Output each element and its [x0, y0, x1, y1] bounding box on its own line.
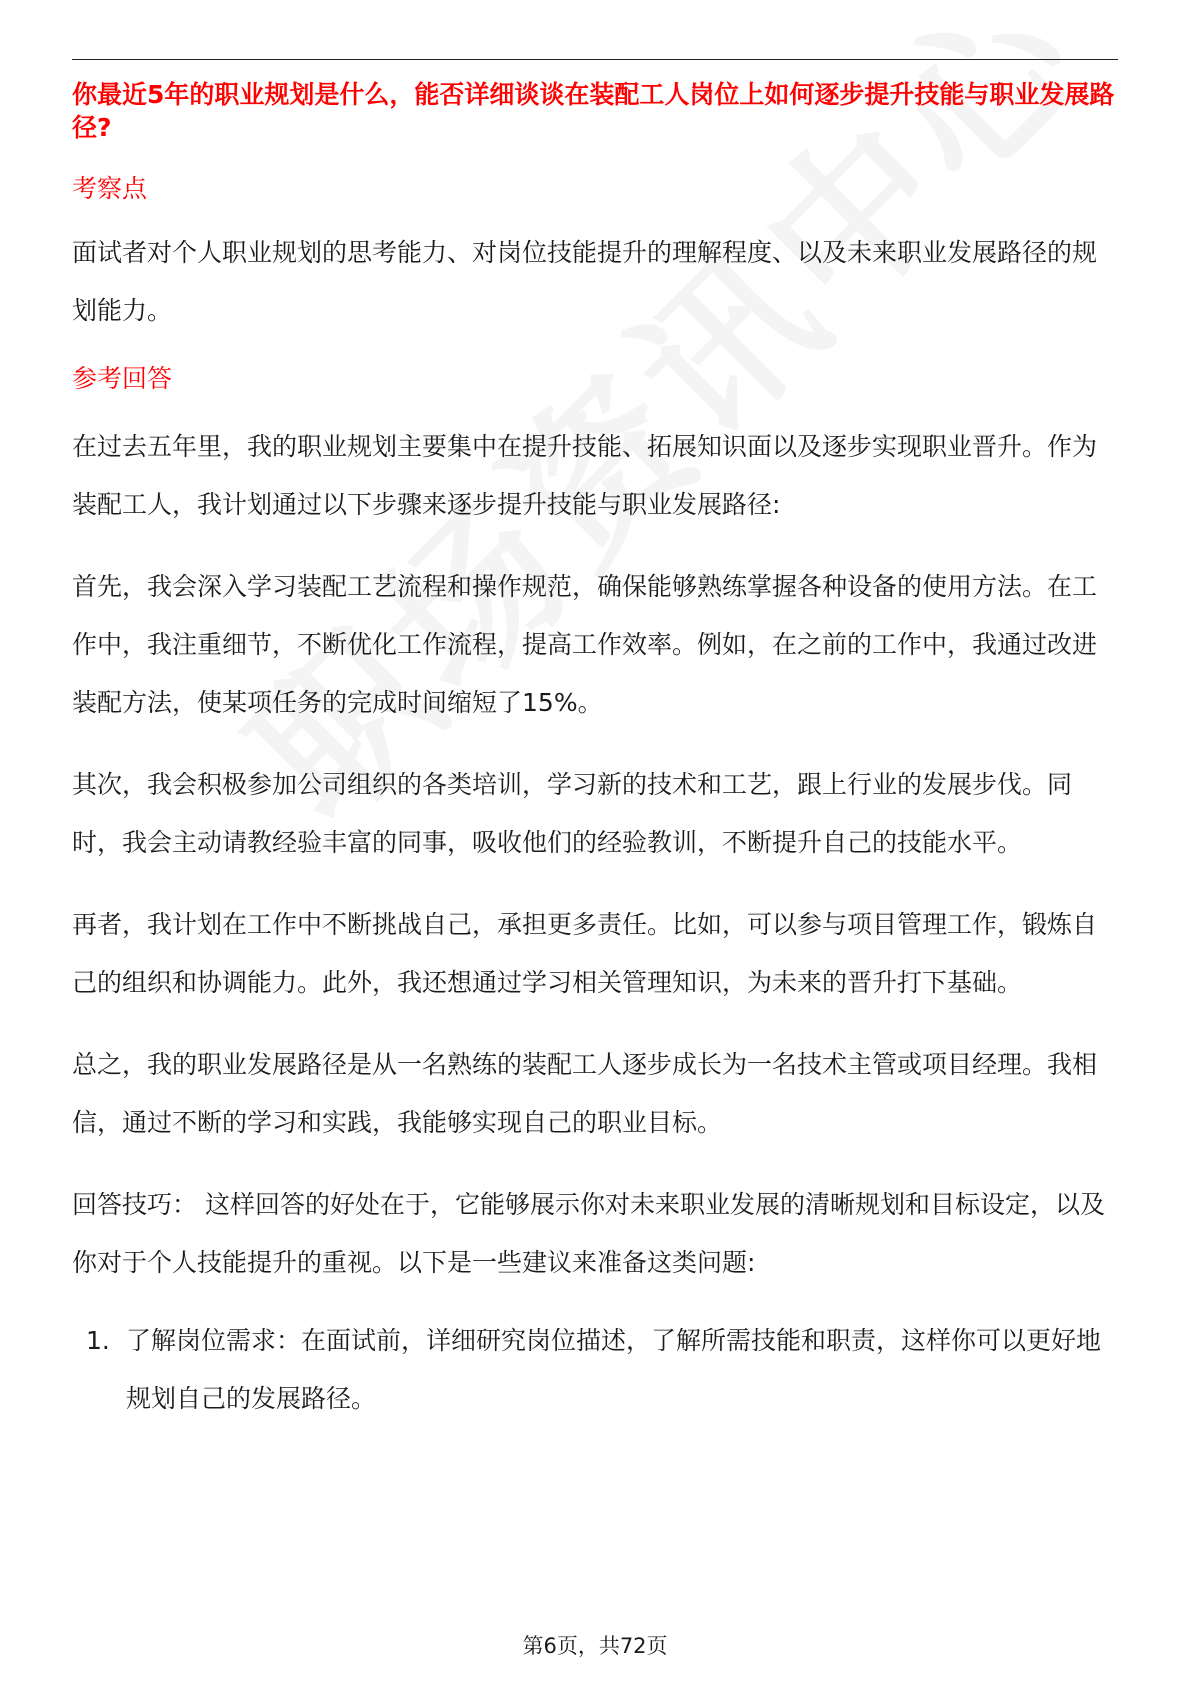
answer-paragraph-5: 总之，我的职业发展路径是从一名熟练的装配工人逐步成长为一名技术主管或项目经理。我相信，通过不断的学习和实践，我能够实现自己的职业目标。: [72, 1050, 1098, 1137]
question-heading: 你最近5年的职业规划是什么，能否详细谈谈在装配工人岗位上如何逐步提升技能与职业发展路径?: [72, 80, 1115, 142]
assessment-text: 面试者对个人职业规划的思考能力、对岗位技能提升的理解程度、以及未来职业发展路径的规划能力。: [72, 238, 1098, 325]
list-item-number: 1.: [86, 1326, 110, 1355]
answer-paragraph-4: 再者，我计划在工作中不断挑战自己，承担更多责任。比如，可以参与项目管理工作，锻炼自己的组织和协调能力。此外，我还想通过学习相关管理知识，为未来的晋升打下基础。: [72, 910, 1098, 997]
page-number: 第6页，共72页: [522, 1634, 668, 1658]
assessment-title: 考察点: [72, 174, 148, 203]
answer-paragraph-3: 其次，我会积极参加公司组织的各类培训，学习新的技术和工艺，跟上行业的发展步伐。同时，我会主动请教经验丰富的同事，吸收他们的经验教训，不断提升自己的技能水平。: [72, 770, 1073, 857]
list-item: [72, 1312, 1118, 1428]
list-item-text: 了解岗位需求：在面试前，详细研究岗位描述，了解所需技能和职责，这样你可以更好地规划自己的发展路径。: [126, 1326, 1102, 1413]
header-rule: [72, 59, 1118, 60]
answer-title: 参考回答: [72, 364, 173, 393]
answer-paragraph-2: 首先，我会深入学习装配工艺流程和操作规范，确保能够熟练掌握各种设备的使用方法。在工作中，我注重细节，不断优化工作流程，提高工作效率。例如，在之前的工作中，我通过改进装配方法，使某项任务的完成时间缩短了15%。: [72, 572, 1098, 717]
page-content: [72, 78, 1118, 1428]
answer-paragraph-1: 在过去五年里，我的职业规划主要集中在提升技能、拓展知识面以及逐步实现职业晋升。作为装配工人，我计划通过以下步骤来逐步提升技能与职业发展路径:: [72, 432, 1098, 519]
answer-tips-intro: 回答技巧： 这样回答的好处在于，它能够展示你对未来职业发展的清晰规划和目标设定，以及你对于个人技能提升的重视。以下是一些建议来准备这类问题:: [72, 1190, 1105, 1277]
